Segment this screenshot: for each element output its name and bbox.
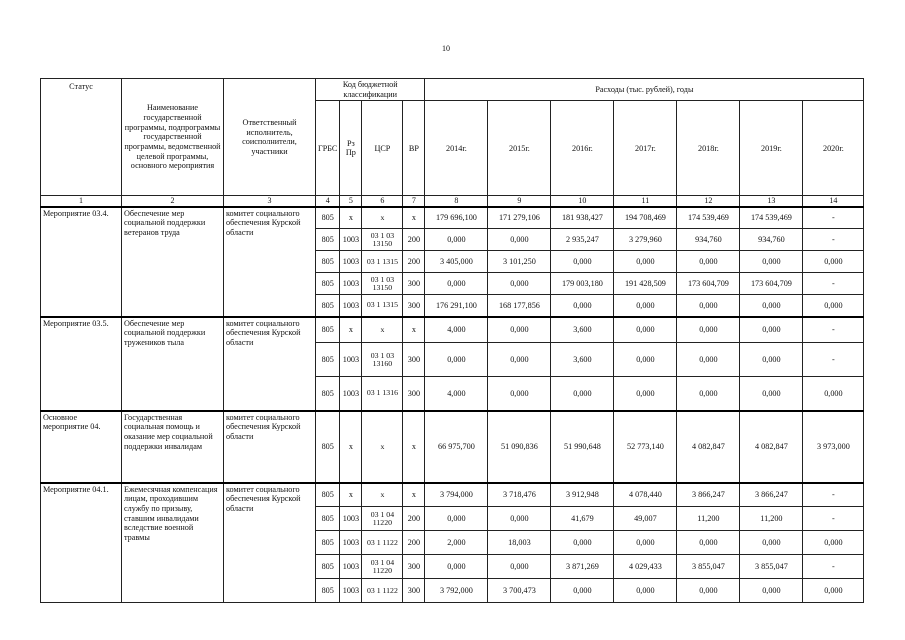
cell-vr: 300 [403, 377, 425, 411]
cell-grbs: 805 [316, 229, 340, 251]
cell-csr: 03 1 1316 [362, 377, 403, 411]
cell-rzpr: х [340, 411, 362, 483]
cell-grbs: 805 [316, 251, 340, 273]
cell-value-2017: 0,000 [614, 295, 677, 317]
cell-value-2018: 0,000 [677, 295, 740, 317]
column-number: 8 [425, 196, 488, 207]
cell-value-2016: 2 935,247 [551, 229, 614, 251]
cell-value-2020: - [803, 555, 864, 579]
cell-value-2018: 0,000 [677, 531, 740, 555]
cell-value-2019: 0,000 [740, 377, 803, 411]
budget-table [40, 78, 864, 603]
header-budget-code: Код бюджетной классификации [316, 79, 425, 101]
cell-rzpr: 1003 [340, 507, 362, 531]
cell-value-2016: 0,000 [551, 531, 614, 555]
cell-value-2018: 0,000 [677, 317, 740, 343]
cell-value-2015: 0,000 [488, 317, 551, 343]
cell-vr: 300 [403, 555, 425, 579]
cell-value-2014: 66 975,700 [425, 411, 488, 483]
cell-value-2014: 0,000 [425, 229, 488, 251]
cell-value-2020: - [803, 507, 864, 531]
cell-value-2015: 171 279,106 [488, 207, 551, 229]
cell-value-2019: 0,000 [740, 531, 803, 555]
cell-csr: 03 1 1122 [362, 579, 403, 603]
header-status: Статус [41, 79, 122, 196]
cell-value-2014: 2,000 [425, 531, 488, 555]
cell-value-2016: 0,000 [551, 251, 614, 273]
cell-csr: х [362, 411, 403, 483]
row-name: Государственная социальная помощь и оказание мер социальной поддержки инвалидам [122, 411, 224, 483]
cell-value-2018: 174 539,469 [677, 207, 740, 229]
cell-value-2014: 0,000 [425, 273, 488, 295]
cell-value-2016: 41,679 [551, 507, 614, 531]
page-number: 10 [442, 44, 450, 53]
cell-value-2016: 3,600 [551, 343, 614, 377]
cell-vr: 300 [403, 273, 425, 295]
cell-csr: х [362, 483, 403, 507]
cell-value-2017: 4 029,433 [614, 555, 677, 579]
header-year-2020: 2020г. [803, 101, 864, 196]
cell-rzpr: 1003 [340, 555, 362, 579]
cell-value-2019: 0,000 [740, 251, 803, 273]
cell-csr: х [362, 317, 403, 343]
cell-value-2020: 0,000 [803, 295, 864, 317]
cell-value-2016: 51 990,648 [551, 411, 614, 483]
cell-value-2016: 3 871,269 [551, 555, 614, 579]
cell-value-2014: 0,000 [425, 507, 488, 531]
cell-vr: х [403, 207, 425, 229]
cell-value-2020: - [803, 483, 864, 507]
row-status: Мероприятие 03.4. [41, 207, 122, 317]
cell-value-2014: 3 405,000 [425, 251, 488, 273]
column-number: 5 [340, 196, 362, 207]
cell-value-2016: 3,600 [551, 317, 614, 343]
cell-value-2015: 3 718,476 [488, 483, 551, 507]
header-year-2019: 2019г. [740, 101, 803, 196]
header-rzpr: Рз Пр [340, 101, 362, 196]
header-vr: ВР [403, 101, 425, 196]
cell-value-2020: 0,000 [803, 531, 864, 555]
cell-rzpr: х [340, 317, 362, 343]
cell-value-2019: 0,000 [740, 317, 803, 343]
cell-value-2018: 934,760 [677, 229, 740, 251]
row-name: Обеспечение мер социальной поддержки тружеников тыла [122, 317, 224, 411]
cell-value-2019: 173 604,709 [740, 273, 803, 295]
header-year-2015: 2015г. [488, 101, 551, 196]
cell-value-2015: 0,000 [488, 343, 551, 377]
cell-grbs: 805 [316, 317, 340, 343]
cell-value-2020: - [803, 343, 864, 377]
cell-value-2014: 0,000 [425, 343, 488, 377]
cell-value-2014: 176 291,100 [425, 295, 488, 317]
cell-value-2018: 3 866,247 [677, 483, 740, 507]
row-name: Обеспечение мер социальной поддержки ветеранов труда [122, 207, 224, 317]
cell-value-2016: 0,000 [551, 295, 614, 317]
row-status: Основное мероприятие 04. [41, 411, 122, 483]
column-number: 4 [316, 196, 340, 207]
cell-value-2018: 3 855,047 [677, 555, 740, 579]
cell-rzpr: х [340, 483, 362, 507]
cell-grbs: 805 [316, 207, 340, 229]
cell-grbs: 805 [316, 343, 340, 377]
cell-value-2019: 934,760 [740, 229, 803, 251]
column-number: 7 [403, 196, 425, 207]
cell-vr: 300 [403, 343, 425, 377]
table-row [41, 207, 864, 229]
cell-vr: х [403, 411, 425, 483]
header-csr: ЦСР [362, 101, 403, 196]
cell-rzpr: х [340, 207, 362, 229]
column-number: 6 [362, 196, 403, 207]
header-year-2014: 2014г. [425, 101, 488, 196]
cell-value-2015: 0,000 [488, 555, 551, 579]
cell-vr: 200 [403, 251, 425, 273]
header-year-2018: 2018г. [677, 101, 740, 196]
cell-csr: 03 1 04 11220 [362, 507, 403, 531]
cell-value-2015: 0,000 [488, 377, 551, 411]
cell-value-2017: 0,000 [614, 317, 677, 343]
row-name: Ежемесячная компенсация лицам, проходившим службу по призыву, ставшим инвалидами вследствие военной травмы [122, 483, 224, 603]
column-number: 3 [224, 196, 316, 207]
cell-value-2018: 4 082,847 [677, 411, 740, 483]
cell-csr: 03 1 04 11220 [362, 555, 403, 579]
column-number: 11 [614, 196, 677, 207]
column-number: 1 [41, 196, 122, 207]
cell-vr: 200 [403, 531, 425, 555]
cell-value-2015: 3 700,473 [488, 579, 551, 603]
row-executor: комитет социального обеспечения Курской области [224, 411, 316, 483]
cell-grbs: 805 [316, 295, 340, 317]
cell-grbs: 805 [316, 579, 340, 603]
cell-vr: х [403, 317, 425, 343]
column-number: 2 [122, 196, 224, 207]
cell-grbs: 805 [316, 411, 340, 483]
column-number-row [41, 196, 864, 207]
cell-vr: х [403, 483, 425, 507]
cell-value-2017: 0,000 [614, 343, 677, 377]
cell-value-2017: 194 708,469 [614, 207, 677, 229]
cell-vr: 200 [403, 229, 425, 251]
cell-value-2016: 179 003,180 [551, 273, 614, 295]
header-year-2016: 2016г. [551, 101, 614, 196]
cell-grbs: 805 [316, 555, 340, 579]
column-number: 14 [803, 196, 864, 207]
cell-value-2016: 0,000 [551, 377, 614, 411]
cell-csr: 03 1 1315 [362, 295, 403, 317]
column-number: 12 [677, 196, 740, 207]
cell-value-2019: 174 539,469 [740, 207, 803, 229]
cell-value-2017: 3 279,960 [614, 229, 677, 251]
cell-value-2018: 0,000 [677, 579, 740, 603]
cell-value-2015: 18,003 [488, 531, 551, 555]
cell-vr: 300 [403, 579, 425, 603]
cell-value-2016: 181 938,427 [551, 207, 614, 229]
column-number: 10 [551, 196, 614, 207]
cell-value-2020: 3 973,000 [803, 411, 864, 483]
cell-rzpr: 1003 [340, 579, 362, 603]
cell-grbs: 805 [316, 273, 340, 295]
cell-value-2020: 0,000 [803, 579, 864, 603]
cell-value-2018: 11,200 [677, 507, 740, 531]
cell-value-2016: 0,000 [551, 579, 614, 603]
cell-vr: 200 [403, 507, 425, 531]
table-row [41, 317, 864, 343]
cell-value-2017: 0,000 [614, 251, 677, 273]
column-number: 9 [488, 196, 551, 207]
cell-value-2017: 0,000 [614, 531, 677, 555]
cell-value-2020: - [803, 229, 864, 251]
cell-value-2014: 0,000 [425, 555, 488, 579]
cell-rzpr: 1003 [340, 273, 362, 295]
cell-csr: 03 1 1315 [362, 251, 403, 273]
row-executor: комитет социального обеспечения Курской области [224, 483, 316, 603]
cell-value-2017: 49,007 [614, 507, 677, 531]
header-name: Наименование государственной программы, подпрограммы государственной программы, ведомственной целевой программы, основного мероприятия [122, 79, 224, 196]
cell-value-2015: 51 090,836 [488, 411, 551, 483]
cell-rzpr: 1003 [340, 229, 362, 251]
cell-vr: 300 [403, 295, 425, 317]
cell-value-2014: 4,000 [425, 317, 488, 343]
cell-value-2019: 11,200 [740, 507, 803, 531]
cell-value-2019: 3 866,247 [740, 483, 803, 507]
cell-value-2019: 0,000 [740, 579, 803, 603]
cell-grbs: 805 [316, 507, 340, 531]
cell-rzpr: 1003 [340, 531, 362, 555]
cell-value-2014: 3 792,000 [425, 579, 488, 603]
cell-value-2015: 3 101,250 [488, 251, 551, 273]
cell-value-2017: 0,000 [614, 579, 677, 603]
cell-csr: х [362, 207, 403, 229]
cell-value-2020: - [803, 273, 864, 295]
cell-value-2020: - [803, 207, 864, 229]
cell-value-2020: 0,000 [803, 377, 864, 411]
cell-csr: 03 1 03 13160 [362, 343, 403, 377]
cell-value-2018: 0,000 [677, 377, 740, 411]
cell-csr: 03 1 03 13150 [362, 229, 403, 251]
cell-csr: 03 1 03 13150 [362, 273, 403, 295]
row-executor: комитет социального обеспечения Курской области [224, 207, 316, 317]
row-status: Мероприятие 03.5. [41, 317, 122, 411]
table-row [41, 411, 864, 483]
cell-rzpr: 1003 [340, 295, 362, 317]
header-year-2017: 2017г. [614, 101, 677, 196]
row-executor: комитет социального обеспечения Курской области [224, 317, 316, 411]
cell-rzpr: 1003 [340, 343, 362, 377]
row-status: Мероприятие 04.1. [41, 483, 122, 603]
cell-value-2018: 0,000 [677, 343, 740, 377]
cell-value-2015: 0,000 [488, 273, 551, 295]
cell-value-2014: 4,000 [425, 377, 488, 411]
cell-value-2015: 0,000 [488, 507, 551, 531]
table-row [41, 483, 864, 507]
cell-grbs: 805 [316, 377, 340, 411]
cell-rzpr: 1003 [340, 377, 362, 411]
column-number: 13 [740, 196, 803, 207]
cell-value-2020: 0,000 [803, 251, 864, 273]
cell-rzpr: 1003 [340, 251, 362, 273]
cell-value-2019: 3 855,047 [740, 555, 803, 579]
cell-value-2017: 52 773,140 [614, 411, 677, 483]
cell-value-2015: 0,000 [488, 229, 551, 251]
cell-grbs: 805 [316, 483, 340, 507]
cell-value-2017: 4 078,440 [614, 483, 677, 507]
cell-csr: 03 1 1122 [362, 531, 403, 555]
cell-value-2016: 3 912,948 [551, 483, 614, 507]
cell-value-2014: 179 696,100 [425, 207, 488, 229]
cell-value-2018: 173 604,709 [677, 273, 740, 295]
header-grbs: ГРБС [316, 101, 340, 196]
cell-value-2018: 0,000 [677, 251, 740, 273]
cell-value-2017: 191 428,509 [614, 273, 677, 295]
header-expenses: Расходы (тыс. рублей), годы [425, 79, 864, 101]
cell-value-2019: 0,000 [740, 343, 803, 377]
cell-value-2017: 0,000 [614, 377, 677, 411]
cell-value-2014: 3 794,000 [425, 483, 488, 507]
cell-value-2015: 168 177,856 [488, 295, 551, 317]
cell-value-2019: 0,000 [740, 295, 803, 317]
header-executor: Ответственный исполнитель, соисполнители, участники [224, 79, 316, 196]
cell-grbs: 805 [316, 531, 340, 555]
cell-value-2020: - [803, 317, 864, 343]
cell-value-2019: 4 082,847 [740, 411, 803, 483]
